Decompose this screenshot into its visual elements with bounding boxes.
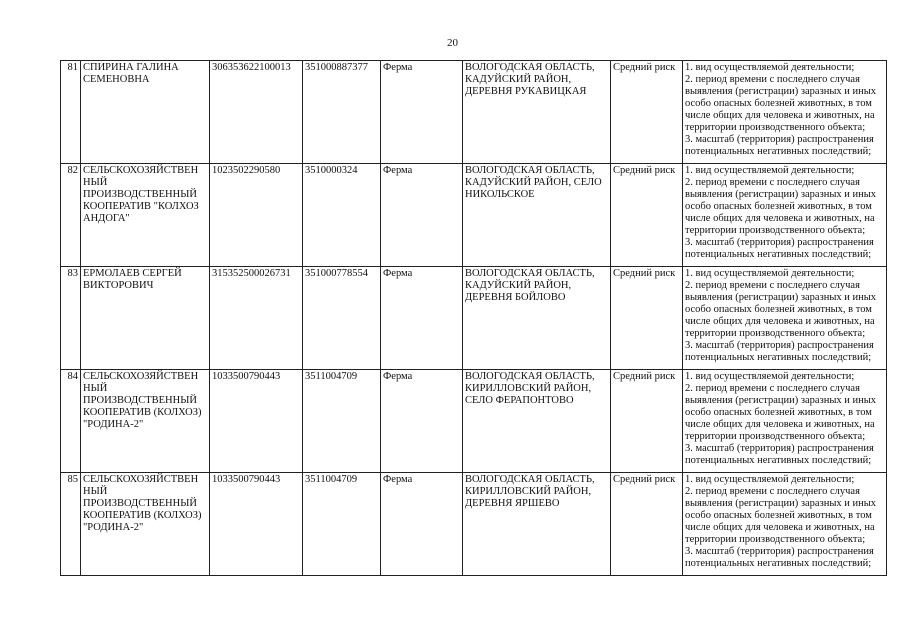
risk-category: Средний риск xyxy=(611,164,683,267)
criteria-line: особо опасных болезней животных, в том xyxy=(685,201,872,212)
table-row xyxy=(61,164,887,267)
inn-value: 351000887377 xyxy=(303,61,381,164)
row-number: 81 xyxy=(61,61,81,164)
risk-category: Средний риск xyxy=(611,267,683,370)
table-row xyxy=(61,370,887,473)
criteria-line: выявления (регистрации) заразных и иных xyxy=(685,395,877,406)
criteria-line: территории производственного объекта; xyxy=(685,122,866,133)
criteria-line: 2. период времени с последнего случая xyxy=(685,486,860,497)
criteria-line: 2. период времени с последнего случая xyxy=(685,383,860,394)
table-row xyxy=(61,61,887,164)
organization-name: СЕЛЬСКОХОЗЯЙСТВЕН НЫЙ ПРОИЗВОДСТВЕННЫЙ КООПЕРАТИВ (КОЛХОЗ) "РОДИНА-2" xyxy=(81,473,210,576)
criteria-line: потенциальных негативных последствий; xyxy=(685,558,872,569)
criteria-line: числе общих для человека и животных, на xyxy=(685,316,875,327)
criteria-line: 1. вид осуществляемой деятельности; xyxy=(685,62,855,73)
criteria-line: 1. вид осуществляемой деятельности; xyxy=(685,371,855,382)
object-address: ВОЛОГОДСКАЯ ОБЛАСТЬ, КАДУЙСКИЙ РАЙОН, ДЕРЕВНЯ БОЙЛОВО xyxy=(463,267,611,370)
organization-name: СЕЛЬСКОХОЗЯЙСТВЕН НЫЙ ПРОИЗВОДСТВЕННЫЙ КООПЕРАТИВ "КОЛХОЗ АНДОГА" xyxy=(81,164,210,267)
risk-criteria xyxy=(683,473,887,576)
ogrn-value: 306353622100013 xyxy=(210,61,303,164)
organization-name: ЕРМОЛАЕВ СЕРГЕЙ ВИКТОРОВИЧ xyxy=(81,267,210,370)
criteria-line: 3. масштаб (территория) распространения xyxy=(685,134,874,145)
criteria-line: особо опасных болезней животных, в том xyxy=(685,407,872,418)
criteria-line: числе общих для человека и животных, на xyxy=(685,213,875,224)
registry-table xyxy=(60,60,887,576)
criteria-line: 1. вид осуществляемой деятельности; xyxy=(685,268,855,279)
criteria-line: числе общих для человека и животных, на xyxy=(685,419,875,430)
risk-criteria xyxy=(683,164,887,267)
ogrn-value: 1023502290580 xyxy=(210,164,303,267)
criteria-line: числе общих для человека и животных, на xyxy=(685,522,875,533)
criteria-line: особо опасных болезней животных, в том xyxy=(685,510,872,521)
inn-value: 351000778554 xyxy=(303,267,381,370)
ogrn-value: 1033500790443 xyxy=(210,473,303,576)
risk-criteria xyxy=(683,267,887,370)
criteria-line: территории производственного объекта; xyxy=(685,328,866,339)
criteria-line: 2. период времени с последнего случая xyxy=(685,74,860,85)
criteria-line: выявления (регистрации) заразных и иных xyxy=(685,292,877,303)
criteria-line: особо опасных болезней животных, в том xyxy=(685,304,872,315)
inn-value: 3511004709 xyxy=(303,370,381,473)
object-type: Ферма xyxy=(381,164,463,267)
risk-category: Средний риск xyxy=(611,473,683,576)
inn-value: 3511004709 xyxy=(303,473,381,576)
criteria-line: 3. масштаб (территория) распространения xyxy=(685,237,874,248)
object-type: Ферма xyxy=(381,370,463,473)
inn-value: 3510000324 xyxy=(303,164,381,267)
organization-name: СЕЛЬСКОХОЗЯЙСТВЕН НЫЙ ПРОИЗВОДСТВЕННЫЙ КООПЕРАТИВ (КОЛХОЗ) "РОДИНА-2" xyxy=(81,370,210,473)
criteria-line: выявления (регистрации) заразных и иных xyxy=(685,498,877,509)
criteria-line: 1. вид осуществляемой деятельности; xyxy=(685,474,855,485)
criteria-line: территории производственного объекта; xyxy=(685,431,866,442)
organization-name: СПИРИНА ГАЛИНА СЕМЕНОВНА xyxy=(81,61,210,164)
object-address: ВОЛОГОДСКАЯ ОБЛАСТЬ, КАДУЙСКИЙ РАЙОН, СЕЛО НИКОЛЬСКОЕ xyxy=(463,164,611,267)
risk-criteria xyxy=(683,61,887,164)
criteria-line: числе общих для человека и животных, на xyxy=(685,110,875,121)
table-row xyxy=(61,267,887,370)
criteria-line: 2. период времени с последнего случая xyxy=(685,177,860,188)
object-address: ВОЛОГОДСКАЯ ОБЛАСТЬ, КИРИЛЛОВСКИЙ РАЙОН, СЕЛО ФЕРАПОНТОВО xyxy=(463,370,611,473)
object-type: Ферма xyxy=(381,473,463,576)
risk-category: Средний риск xyxy=(611,370,683,473)
table-row xyxy=(61,473,887,576)
row-number: 85 xyxy=(61,473,81,576)
criteria-line: потенциальных негативных последствий; xyxy=(685,146,872,157)
risk-category: Средний риск xyxy=(611,61,683,164)
criteria-line: 2. период времени с последнего случая xyxy=(685,280,860,291)
criteria-line: потенциальных негативных последствий; xyxy=(685,352,872,363)
criteria-line: выявления (регистрации) заразных и иных xyxy=(685,86,877,97)
ogrn-value: 315352500026731 xyxy=(210,267,303,370)
object-address: ВОЛОГОДСКАЯ ОБЛАСТЬ, КАДУЙСКИЙ РАЙОН, ДЕРЕВНЯ РУКАВИЦКАЯ xyxy=(463,61,611,164)
object-type: Ферма xyxy=(381,61,463,164)
risk-criteria xyxy=(683,370,887,473)
criteria-line: выявления (регистрации) заразных и иных xyxy=(685,189,877,200)
ogrn-value: 1033500790443 xyxy=(210,370,303,473)
object-type: Ферма xyxy=(381,267,463,370)
criteria-line: 3. масштаб (территория) распространения xyxy=(685,443,874,454)
criteria-line: территории производственного объекта; xyxy=(685,534,866,545)
criteria-line: 3. масштаб (территория) распространения xyxy=(685,546,874,557)
row-number: 83 xyxy=(61,267,81,370)
row-number: 84 xyxy=(61,370,81,473)
page-number: 20 xyxy=(447,37,458,49)
row-number: 82 xyxy=(61,164,81,267)
criteria-line: потенциальных негативных последствий; xyxy=(685,249,872,260)
object-address: ВОЛОГОДСКАЯ ОБЛАСТЬ, КИРИЛЛОВСКИЙ РАЙОН, ДЕРЕВНЯ ЯРШЕВО xyxy=(463,473,611,576)
criteria-line: 3. масштаб (территория) распространения xyxy=(685,340,874,351)
criteria-line: потенциальных негативных последствий; xyxy=(685,455,872,466)
criteria-line: территории производственного объекта; xyxy=(685,225,866,236)
criteria-line: 1. вид осуществляемой деятельности; xyxy=(685,165,855,176)
criteria-line: особо опасных болезней животных, в том xyxy=(685,98,872,109)
